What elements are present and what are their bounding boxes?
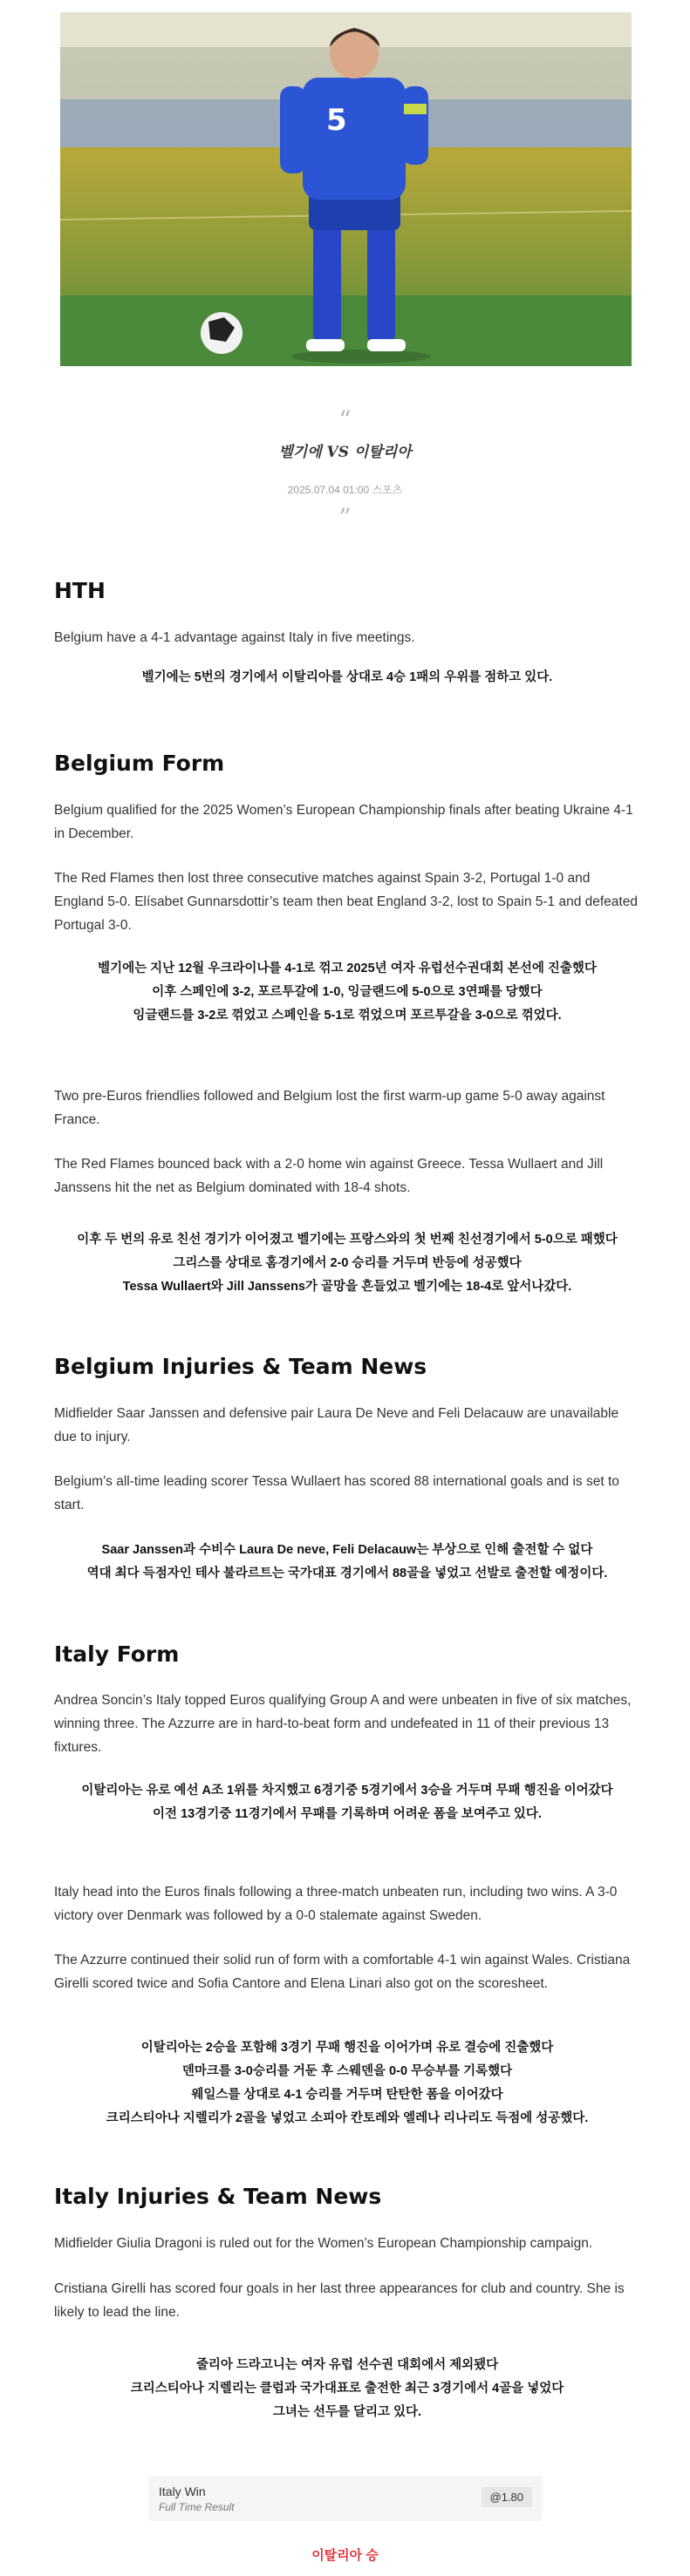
korean-line: 그리스를 상대로 홈경기에서 2-0 승리를 거두며 반등에 성공했다: [173, 1256, 522, 1270]
italy-injuries-heading: Italy Injuries & Team News: [54, 2184, 382, 2209]
italy-form-paragraph: The Azzurre continued their solid run of form with a comfortable 4-1 win against Wales. Cristiana Girelli scored twice and Sofia Cantore and Elena Linari also got on the scoresheet.: [54, 1953, 631, 1991]
korean-line: 크리스티아나 지렐리는 클럽과 국가대표로 출전한 최근 3경기에서 4골을 넣었다: [130, 2382, 564, 2396]
belgium-injuries-korean-summary: [54, 1539, 640, 1586]
quote-open-mark: “: [338, 405, 352, 434]
italy-form-heading: Italy Form: [54, 1641, 180, 1667]
belgium-form-paragraph: Two pre-Euros friendlies followed and Belgium lost the first warm-up game 5-0 away against France.: [54, 1089, 605, 1127]
bet-result-label: 이탈리아 승: [311, 2548, 379, 2563]
korean-line: 이탈리아는 유로 예선 A조 1위를 차지했고 6경기중 5경기에서 3승을 거두며 무패 행진을 이어갔다: [81, 1784, 613, 1798]
bet-pick-card[interactable]: [148, 2476, 543, 2521]
korean-line: 웨일스를 상대로 4-1 승리를 거두며 탄탄한 폼을 이어갔다: [191, 2088, 503, 2102]
belgium-form-korean-summary: [54, 1228, 640, 1299]
italy-injuries-korean-summary: [54, 2354, 640, 2424]
hth-heading: HTH: [54, 578, 106, 603]
hth-paragraph: Belgium have a 4-1 advantage against Italy in five meetings.: [54, 630, 415, 645]
korean-line: 이후 두 번의 유로 친선 경기가 이어졌고 벨기에는 프랑스와의 첫 번째 친선경기에서 5-0으로 패했다: [77, 1233, 618, 1247]
korean-line: 벨기에는 지난 12월 우크라이나를 4-1로 꺾고 2025년 여자 유럽선수권대회 본선에 진출했다: [98, 962, 597, 975]
player-photo-illustration: [60, 12, 632, 366]
quote-close-mark: ”: [338, 503, 352, 532]
italy-injuries-paragraph: Cristiana Girelli has scored four goals in her last three appearances for club and country. She is likely to lead the line.: [54, 2281, 625, 2320]
korean-line: 이전 13경기중 11경기에서 무패를 기록하며 어려운 폼을 보여주고 있다.: [153, 1807, 542, 1821]
korean-line: 그녀는 선두를 달리고 있다.: [272, 2405, 422, 2419]
korean-line: Tessa Wullaert와 Jill Janssens가 골망을 흔들었고 벨기에는 18-4로 앞서나갔다.: [122, 1280, 572, 1294]
belgium-form-korean-summary: [54, 957, 640, 1028]
belgium-form-paragraph: The Red Flames bounced back with a 2-0 home win against Greece. Tessa Wullaert and Jill Janssens hit the net as Belgium dominated with 18-4 shots.: [54, 1157, 604, 1195]
korean-line: 이탈리아는 2승을 포함해 3경기 무패 행진을 이어가며 유로 결승에 진출했다: [140, 2041, 554, 2055]
italy-form-paragraph: Italy head into the Euros finals following a three-match unbeaten run, including two wins. A 3-0 victory over Denmark was followed by a 0-0 stalemate against Sweden.: [54, 1885, 618, 1923]
jersey-number: 5: [326, 103, 347, 138]
bet-selection: Italy Win: [159, 2484, 206, 2498]
korean-line: 덴마크를 3-0승리를 거둔 후 스웨덴을 0-0 무승부를 기록했다: [181, 2064, 513, 2078]
italy-form-paragraph: Andrea Soncin’s Italy topped Euros qualifying Group A and were unbeaten in five of six matches, winning three. The Azzurre are in hard-to-beat form and undefeated in 11 of their previous 13 fixtures.: [54, 1693, 632, 1755]
italy-form-korean-summary: [54, 2036, 640, 2131]
belgium-form-heading: Belgium Form: [54, 751, 225, 776]
belgium-form-paragraph: Belgium qualified for the 2025 Women’s European Championship finals after beating Ukraine 4-1 in December.: [54, 803, 633, 841]
belgium-form-paragraph: The Red Flames then lost three consecutive matches against Spain 3-2, Portugal 1-0 and England 5-0. Elísabet Gunnarsdottir’s team then beat England 3-2, lost to Spain 5-1 and defeated Portugal 3-0.: [54, 871, 638, 933]
hth-korean-summary: [54, 666, 640, 690]
korean-line: 이후 스페인에 3-2, 포르투갈에 1-0, 잉글랜드에 5-0으로 3연패를 당했다: [152, 985, 543, 999]
belgium-injuries-paragraph: Belgium’s all-time leading scorer Tessa Wullaert has scored 88 international goals and is set to start.: [54, 1474, 619, 1512]
belgium-injuries-paragraph: Midfielder Saar Janssen and defensive pair Laura De Neve and Feli Delacauw are unavailable due to injury.: [54, 1406, 619, 1444]
korean-line: 크리스티아나 지렐리가 2골을 넣었고 소피아 칸토레와 엘레나 리나리도 득점에 성공했다.: [106, 2111, 589, 2125]
italy-form-korean-summary: [54, 1779, 640, 1826]
hero-photo: [60, 12, 632, 366]
post-meta: 2025.07.04 01:00 스포츠: [287, 484, 403, 496]
korean-line: 잉글랜드를 3-2로 꺾었고 스페인을 5-1로 꺾었으며 포르투갈을 3-0으로 꺾었다.: [133, 1009, 562, 1023]
belgium-injuries-heading: Belgium Injuries & Team News: [54, 1354, 427, 1379]
korean-line: Saar Janssen과 수비수 Laura De neve, Feli Delacauw는 부상으로 인해 출전할 수 없다: [101, 1543, 593, 1557]
italy-injuries-paragraph: Midfielder Giulia Dragoni is ruled out for the Women’s European Championship campaign.: [54, 2236, 593, 2251]
korean-line: 줄리아 드라고니는 여자 유럽 선수권 대회에서 제외됐다: [195, 2358, 499, 2372]
korean-line: 역대 최다 득점자인 테사 불라르트는 국가대표 경기에서 88골을 넣었고 선발로 출전할 예정이다.: [86, 1567, 608, 1580]
korean-line: 벨기에는 5번의 경기에서 이탈리아를 상대로 4승 1패의 우위를 점하고 있다.: [141, 670, 553, 684]
match-title: 벨기에 VS 이탈리아: [278, 444, 412, 461]
bet-market: Full Time Result: [159, 2501, 235, 2513]
bet-odds-badge[interactable]: @1.80: [482, 2487, 533, 2507]
